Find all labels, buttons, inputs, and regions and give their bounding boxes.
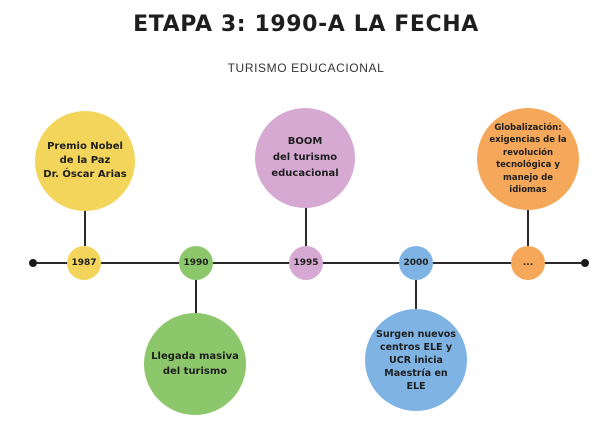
node-2000: 2000 (399, 246, 433, 280)
node-1995: 1995 (289, 246, 323, 280)
event-bubble-nobel: Premio Nobel de la Paz Dr. Óscar Arias (35, 111, 135, 211)
event-bubble-globalizacion: Globalización: exigencias de la revolución tecnológica y manejo de idiomas (477, 108, 579, 210)
event-bubble-centros-ele: Surgen nuevos centros ELE y UCR inicia Maestría en ELE (365, 309, 467, 411)
timeline-start-dot (29, 259, 37, 267)
node-1987: 1987 (67, 246, 101, 280)
event-bubble-boom: BOOM del turismo educacional (255, 108, 355, 208)
page-subtitle: TURISMO EDUCACIONAL (227, 61, 385, 75)
event-bubble-llegada-masiva: Llegada masiva del turismo (144, 313, 246, 415)
node-future: ... (511, 246, 545, 280)
node-1990: 1990 (179, 246, 213, 280)
timeline-end-dot (581, 259, 589, 267)
connector-1995 (305, 205, 307, 246)
page-title: ETAPA 3: 1990-A LA FECHA (133, 12, 479, 37)
connector-2000 (415, 280, 417, 310)
connector-1990 (195, 280, 197, 314)
connector-future (527, 210, 529, 246)
